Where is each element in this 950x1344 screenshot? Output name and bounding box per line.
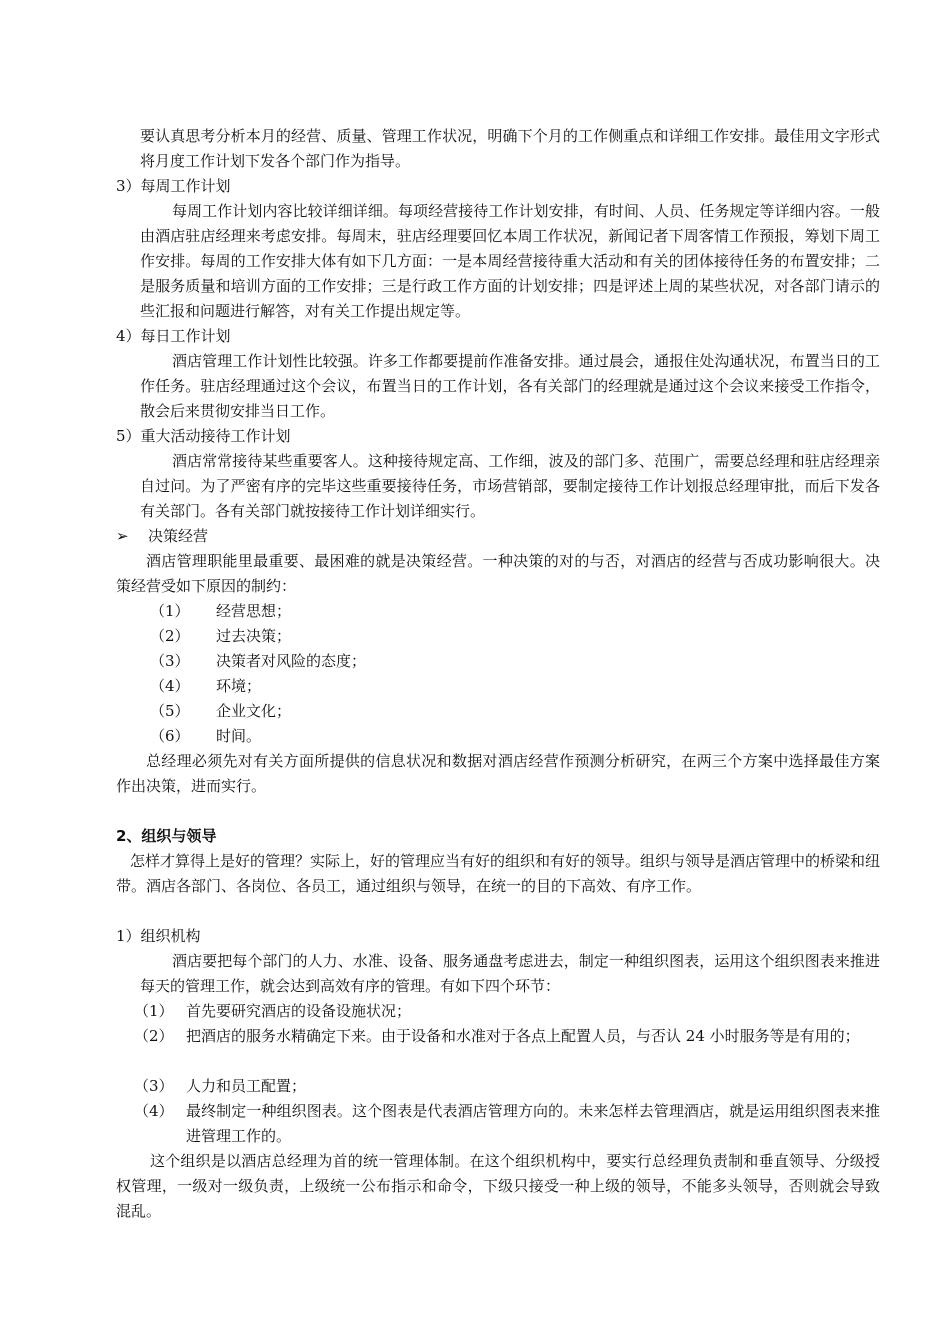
factor-text: 决策者对风险的态度； (216, 652, 367, 670)
step-text: 把酒店的服务水精确定下来。由于设备和水准对于各点上配置人员，与否认 24 小时服务等是有用的； (186, 1027, 860, 1045)
factor-text: 过去决策； (216, 627, 292, 645)
step-number: （1） (134, 1002, 174, 1020)
paragraph-weekly-plan: 每周工作计划内容比较详细详细。每项经营接待工作计划安排，有时间、人员、任务规定等详细内容。一般由酒店驻店经理来考虑安排。每周末，驻店经理要回忆本周工作状况，新闻记者下周客情工作预报，筹划下周工作安排。每周的工作安排大体有如下几方面：一是本周经营接待重大活动和有关的团体接待任务的布置安排；二是服务质量和培训方面的工作安排；三是行政工作方面的计划安排；四是评述上周的某些状况，对各部门请示的些汇报和问题进行解答，对有关工作提出规定等。 (140, 202, 880, 320)
paragraph-monthly-plan: 要认真思考分析本月的经营、质量、管理工作状况，明确下个月的工作侧重点和详细工作安排。最佳用文字形式将月度工作计划下发各个部门作为指导。 (140, 127, 880, 170)
factor-number: （1） (150, 602, 190, 620)
factor-number: （5） (150, 702, 190, 720)
step-number: （3） (134, 1077, 174, 1095)
heading-major-event-plan: 5）重大活动接待工作计划 (116, 427, 291, 445)
heading-decision-making: 决策经营 (148, 527, 209, 545)
paragraph-major-event-plan: 酒店常常接待某些重要客人。这种接待规定高、工作细，波及的部门多、范围广，需要总经理和驻店经理亲自过问。为了严密有序的完毕这些重要接待任务，市场营销部，要制定接待工作计划报总经理审批，而后下发各有关部门。各有关部门就按接待工作计划详细实行。 (140, 452, 880, 520)
factor-number: （6） (150, 727, 190, 745)
paragraph-decision-making: 酒店管理职能里最重要、最困难的就是决策经营。一种决策的对的与否，对酒店的经营与否成功影响很大。决策经营受如下原因的制约： (116, 552, 880, 595)
paragraph-org-structure: 酒店要把每个部门的人力、水准、设备、服务通盘考虑进去，制定一种组织图表，运用这个组织图表来推进每天的管理工作，就会达到高效有序的管理。有如下四个环节： (140, 952, 880, 995)
step-number: （2） (134, 1027, 174, 1045)
step-number: （4） (134, 1102, 174, 1120)
factor-number: （3） (150, 652, 190, 670)
factor-text: 企业文化； (216, 702, 292, 720)
paragraph-daily-plan: 酒店管理工作计划性比较强。许多工作都要提前作准备安排。通过晨会，通报住处沟通状况，布置当日的工作任务。驻店经理通过这个会议，布置当日的工作计划，各有关部门的经理就是通过这个会议来接受工作指令，散会后来贯彻安排当日工作。 (140, 352, 880, 420)
step-text: 最终制定一种组织图表。这个图表是代表酒店管理方向的。未来怎样去管理酒店，就是运用组织图表来推进管理工作的。 (186, 1102, 880, 1145)
section-title-organization: 2、组织与领导 (116, 827, 217, 845)
step-text: 人力和员工配置； (186, 1077, 307, 1095)
factor-text: 时间。 (216, 727, 262, 745)
heading-weekly-plan: 3）每周工作计划 (116, 177, 231, 195)
factor-text: 经营思想； (216, 602, 292, 620)
paragraph-management-system: 这个组织是以酒店总经理为首的统一管理体制。在这个组织机构中，要实行总经理负责制和垂直领导、分级授权管理，一级对一级负责，上级统一公布指示和命令，下级只接受一种上级的领导，不能多头领导，否则就会导致混乱。 (116, 1152, 880, 1220)
factor-number: （4） (150, 677, 190, 695)
factor-number: （2） (150, 627, 190, 645)
factor-text: 环境； (216, 677, 262, 695)
heading-org-structure: 1）组织机构 (116, 927, 201, 945)
step-text: 首先要研究酒店的设备设施状况； (186, 1002, 412, 1020)
paragraph-organization-intro: 怎样才算得上是好的管理？实际上，好的管理应当有好的组织和有好的领导。组织与领导是酒店管理中的桥梁和纽带。酒店各部门、各岗位、各员工，通过组织与领导，在统一的目的下高效、有序工作。 (116, 852, 881, 895)
paragraph-gm-analysis: 总经理必须先对有关方面所提供的信息状况和数据对酒店经营作预测分析研究，在两三个方案中选择最佳方案作出决策，进而实行。 (116, 752, 880, 795)
heading-daily-plan: 4）每日工作计划 (116, 327, 231, 345)
arrow-bullet-icon: ➢ (116, 527, 129, 545)
